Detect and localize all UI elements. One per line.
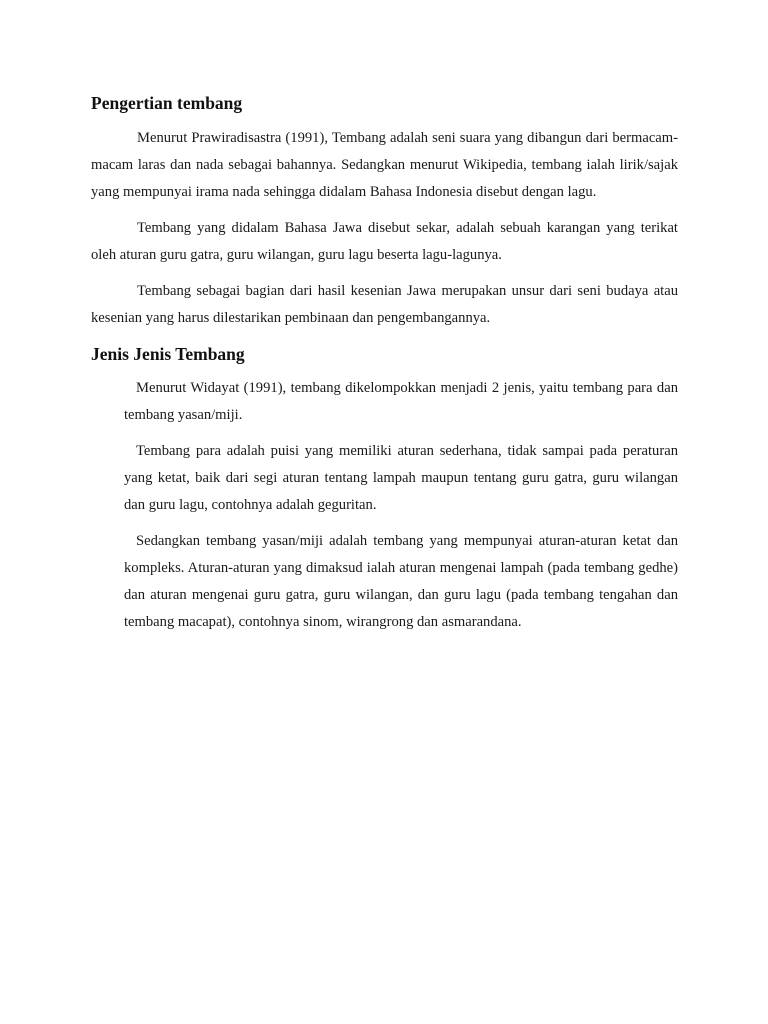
paragraph-sekar: Tembang yang didalam Bahasa Jawa disebut sekar, adalah sebuah karangan yang terikat oleh aturan guru gatra, guru wilangan, guru lagu beserta lagu-lagunya. [91,220,678,263]
paragraph-kesenian: Tembang sebagai bagian dari hasil kesenian Jawa merupakan unsur dari seni budaya atau kesenian yang harus dilestarikan pembinaan dan pengembangannya. [91,283,678,326]
heading-pengertian-tembang: Pengertian tembang [91,93,243,113]
paragraph-tembang-yasan: Sedangkan tembang yasan/miji adalah tembang yang mempunyai aturan-aturan ketat dan kompleks. Aturan-aturan yang dimaksud ialah aturan mengenai lampah (pada tembang gedhe) dan aturan mengenai guru gatra, guru wilangan, dan guru lagu (pada tembang tengahan dan tembang macapat), contohnya sinom, wirangrong dan asmarandana. [124,533,678,630]
paragraph-widayat: Menurut Widayat (1991), tembang dikelompokkan menjadi 2 jenis, yaitu tembang para dan tembang yasan/miji. [124,380,678,423]
document-body [91,90,678,645]
paragraph-definition: Menurut Prawiradisastra (1991), Tembang adalah seni suara yang dibangun dari bermacam-macam laras dan nada sebagai bahannya. Sedangkan menurut Wikipedia, tembang ialah lirik/sajak yang mempunyai irama nada sehingga didalam Bahasa Indonesia disebut dengan lagu. [91,130,678,200]
paragraph-tembang-para: Tembang para adalah puisi yang memiliki aturan sederhana, tidak sampai pada peraturan yang ketat, baik dari segi aturan tentang lampah maupun tentang guru gatra, guru wilangan dan guru lagu, contohnya adalah geguritan. [124,443,678,513]
heading-jenis-jenis-tembang: Jenis Jenis Tembang [91,344,245,364]
